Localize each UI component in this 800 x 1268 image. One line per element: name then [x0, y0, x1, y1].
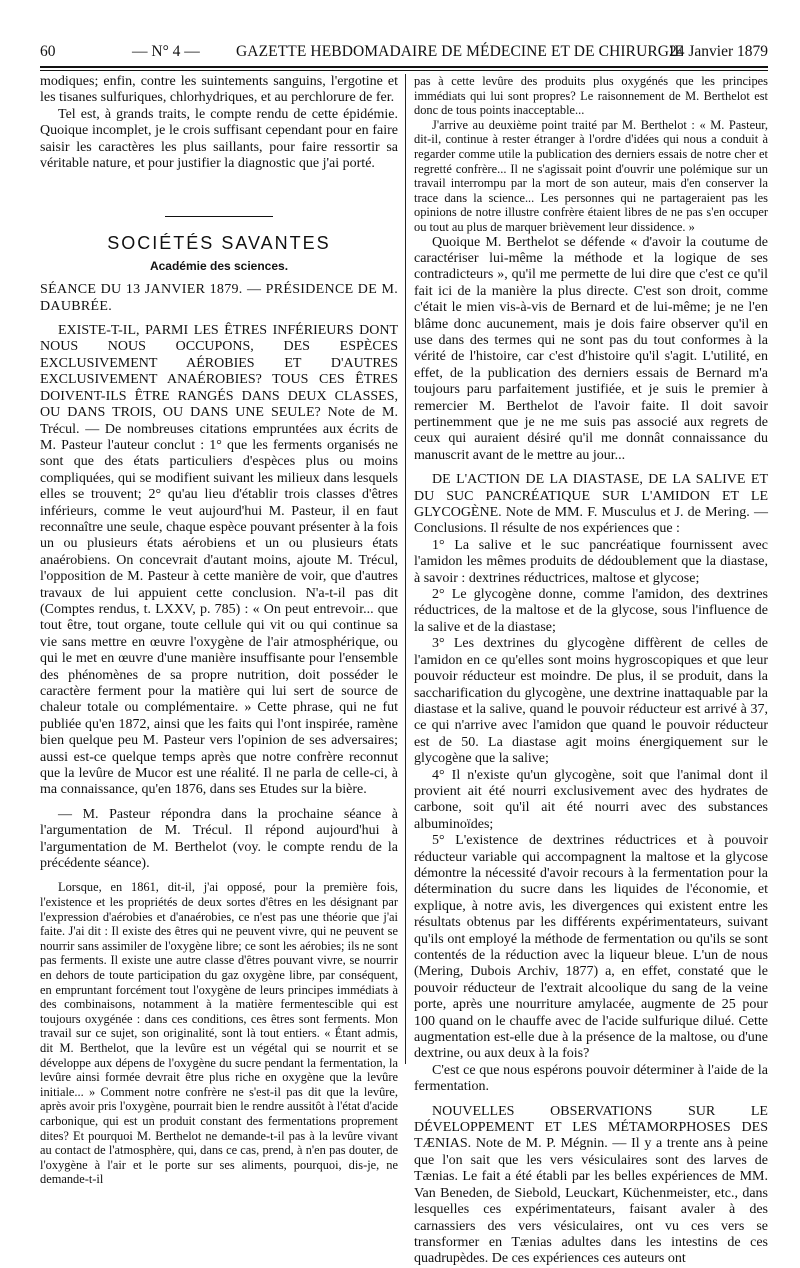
page-header — [40, 40, 768, 64]
journal-title: GAZETTE HEBDOMADAIRE DE MÉDECINE ET DE CHIRURGIE — [236, 43, 684, 60]
column-divider — [405, 74, 406, 1064]
seance-heading: SÉANCE DU 13 JANVIER 1879. — PRÉSIDENCE DE M. DAUBRÉE. — [40, 282, 398, 314]
paragraph: pas à cette levûre des produits plus oxygénés que les principes immédiats qui lui sont propres? Le raisonnement de M. Berthelot est donc de tous points inacceptable... — [414, 74, 768, 118]
paragraph: — M. Pasteur répondra dans la prochaine séance à l'argumentation de M. Trécul. Il répond aujourd'hui à l'argumentation de M. Berthelot (voy. le compte rendu de la précédente séance). — [40, 806, 398, 872]
paragraph: NOUVELLES OBSERVATIONS SUR LE DÉVELOPPEMENT ET LES MÉTAMORPHOSES DES TÆNIAS. Note de M. P. Mégnin. — Il y a trente ans à peine que l'on sait que les vers vésiculaires sont des larves de Tænias. Le fait a été établi par les belles expériences de MM. Van Beneden, de Siebold, Leuckart, Küchenmeister, etc., dans lesquelles ces expérimentateurs, faisant avaler à des carnassiers des vers vésiculaires, ont vu ces vers se transformer en Tænias adultes dans les intestins de ces quadrupèdes. De ces expériences ces auteurs ont — [414, 1103, 768, 1267]
paragraph: C'est ce que nous espérons pouvoir déterminer à l'aide de la fermentation. — [414, 1062, 768, 1095]
right-column — [414, 74, 768, 1268]
divider — [165, 216, 273, 217]
paragraph: Tel est, à grands traits, le compte rendu de cette épidémie. Quoique incomplet, je le crois suffisant cependant pour en faire saisir les caractères les plus saillants, pour faire ressortir sa véritable nature, et pour justifier la diagnostic que j'ai porté. — [40, 106, 398, 172]
section-title: SOCIÉTÉS SAVANTES — [107, 233, 331, 254]
page-number: 60 — [40, 43, 56, 60]
paragraph: 5° L'existence de dextrines réductrices et à pouvoir réducteur variable qui accompagnent la maltose et la glycose démontre la nécessité d'avoir recours à la fermentation pour la détermination du sucre dans les liquides de l'économie, et explique, à notre avis, les divergences qui existent entre les résultats obtenus par les différents expérimentateurs, suivant qu'ils ont employé la méthode de fermentation ou qu'ils se sont contentés de la réduction avec la liqueur bleue. L'un de nous (Mering, Dubois Archiv, 1877) a, en effet, constaté que le pouvoir réducteur de l'extrait alcoolique du sang de la veine porte, après une nourriture amylacée, augmente de 25 pour 100 quand on le chauffe avec de l'acide sulfurique dilué. Cette augmentation est-elle due à la présence de la maltose, ou d'une dextrine, ou aux deux à la fois? — [414, 833, 768, 1062]
issue-date: 24 Janvier 1879 — [668, 43, 768, 60]
paragraph: Quoique M. Berthelot se défende « d'avoir la coutume de caractériser lui-même la méthode et la logique de ses contradicteurs », qu'il me permette de lui dire que c'est ce qu'il fait ici de la manière la plus directe. C'est son droit, comme c'était le mien vis-à-vis de Bernard et de lui-même; je ne l'en blâme donc aucunement, mais je dois faire observer qu'il en use dans des termes qui ne sont pas du tout conformes à la vérité de l'histoire, car c'est d'histoire qu'il s'agit. L'utilité, en effet, de la publication des derniers essais de Bernard m'a toujours paru parfaitement justifiée, et je suis le premier à remercier M. Berthelot de l'avoir faite. Il doit savoir pertinemment que je ne me suis pas associé aux regrets de ceux qui auraient désiré qu'il me donnât connaissance du manuscrit avant de le mettre au jour... — [414, 234, 768, 463]
paragraph: 3° Les dextrines du glycogène diffèrent de celles de l'amidon en ce qu'elles sont moins hygroscopiques et que leur pouvoir réducteur est moindre. De plus, il se produit, dans la saccharification du glycogène, une dextrine inattaquable par la diastase et la salive, quand le pouvoir réducteur est arrivé à 37, ce qui n'arrive avec l'amidon que quand le pouvoir réducteur est de 50. La diastase agit moins énergiquement sur le glycogène que la salive; — [414, 636, 768, 767]
paragraph: EXISTE-T-IL, PARMI LES ÊTRES INFÉRIEURS DONT NOUS NOUS OCCUPONS, DES ESPÈCES EXCLUSIVEMENT AÉROBIES ET D'AUTRES EXCLUSIVEMENT ANAÉROBIES? TOUS CES ÊTRES DOIVENT-ILS ÊTRE RANGÉS DANS DEUX CLASSES, OU DANS TROIS, OU DANS UNE SEULE? Note de M. Trécul. — De nombreuses citations empruntées aux écrits de M. Pasteur l'auteur conclut : 1° que les ferments organisés ne sont que des états particuliers d'espèces plus ou moins compliquées, qui se modifient suivant les milieux dans lesquels elles se trouvent; 2° qu'au lieu d'établir trois classes d'êtres inférieurs, comme le veut aujourd'hui M. Pasteur, il en faut reconnaître une seule, chaque espèce pouvant présenter à la fois un ou plusieurs états aérobiens et un ou plusieurs états anaérobiens. On concevrait d'autant moins, ajoute M. Trécul, l'opposition de M. Pasteur à cette manière de voir, que d'autres travaux de lui appuient cette conclusion. N'a-t-il pas dit (Comptes rendus, t. LXXV, p. 785) : « On peut entrevoir... que tout être, tout organe, toute cellule qui vit ou qui continue sa vie sans mettre en œuvre l'oxygène de l'air atmosphérique, ou qui le met en œuvre d'une manière insuffisante pour l'ensemble des phénomènes de sa propre nutrition, doit posséder le caractère ferment pour la matière qui lui sert de source de chaleur totale ou complémentaire. » Cette phrase, qui ne fut publiée qu'en 1872, ainsi que les faits qui l'ont inspirée, ramène bien quelque peu M. Pasteur vers l'opinion de ses adversaires; aussi est-ce quelque temps après que notre confrère reconnut que la levûre de Mucor est une réalité. Il ne parla de celle-ci, à ma connaissance, qu'en 1876, dans ses Etudes sur la bière. — [40, 323, 398, 798]
paragraph: modiques; enfin, contre les suintements sanguins, l'ergotine et les tisanes sulfuriques, chlorhydriques, et au perchlorure de fer. — [40, 74, 398, 106]
paragraph: Lorsque, en 1861, dit-il, j'ai opposé, pour la première fois, l'existence et les propriétés de deux sortes d'êtres en les désignant par l'expression d'aérobies et d'anaérobies, ce n'est pas une théorie que j'ai faite. J'ai dit : Il existe des êtres qui ne peuvent vivre, qui ne peuvent se nourrir sans assimiler de l'oxygène libre; ce sont les aérobies; ils ne sont pas ferments. Il existe une autre classe d'êtres pouvant vivre, se nourrir en dehors de toute participation du gaz oxygène libre, par conséquent, en empruntant forcément tout l'oxygène de leurs principes immédiats à des combinaisons, notamment à la matière fermentescible qui est toujours oxygénée : dans ces conditions, ces êtres sont ferments. Mon travail sur ce sujet, son originalité, sont là tout entiers. « Étant admis, dit M. Berthelot, que la levûre est un végétal qui se nourrit et se développe aux dépens de l'oxygène du sucre pendant la fermentation, la levûre ainsi formée devrait être plus riche en oxygène que la levûre initiale... » Comment notre confrère ne s'est-il pas dit que la levûre, après avoir pris l'oxygène, pourrait bien le rendre aussitôt à l'état d'acide carbonique, qui est un produit constant des fermentations proprement dites? Et pourquoi M. Berthelot ne demande-t-il pas à la levûre vivant au contact de l'atmosphère, qui, dans ce cas, prend, à n'en pas douter, de l'oxygène à l'air et le porte sur ses aliments, pourquoi, dis-je, ne demande-t-il — [40, 880, 398, 1187]
paragraph: 1° La salive et le suc pancréatique fournissent avec l'amidon les mêmes produits de dédoublement que la diastase, à savoir : dextrines réductrices, maltose et glycose; — [414, 537, 768, 586]
header-rule-thin — [40, 70, 768, 71]
issue-number: — N° 4 — — [132, 43, 200, 60]
paragraph: DE L'ACTION DE LA DIASTASE, DE LA SALIVE ET DU SUC PANCRÉATIQUE SUR L'AMIDON ET LE GLYCOGÈNE. Note de MM. F. Musculus et J. de Mering. — Conclusions. Il résulte de nos expériences que : — [414, 472, 768, 537]
header-rule — [40, 66, 768, 68]
paragraph: 2° Le glycogène donne, comme l'amidon, des dextrines réductrices, de la maltose et de la glycose, sous l'influence de la salive et de la diastase; — [414, 587, 768, 635]
paragraph: J'arrive au deuxième point traité par M. Berthelot : « M. Pasteur, dit-il, continue à rester étranger à l'ordre d'idées qui nous a conduit à regarder comme utile la publication des derniers essais de notre cher et regretté confrère... Il ne s'agissait point d'ouvrir une polémique sur un travail interrompu par la mort de son auteur, mais d'en conserver la trace dans la science... Les personnes qui ne partageraient pas les opinions de notre illustre confrère étaient libres de ne pas s'en occuper ou tout au plus de marquer brièvement leur dissidence. » — [414, 117, 768, 234]
left-column — [40, 74, 398, 1187]
paragraph: 4° Il n'existe qu'un glycogène, soit que l'animal dont il provient ait été nourri exclusivement avec des hydrates de carbone, soit qu'il ait été nourri avec des substances albuminoïdes; — [414, 767, 768, 832]
section-subtitle: Académie des sciences. — [149, 258, 289, 273]
